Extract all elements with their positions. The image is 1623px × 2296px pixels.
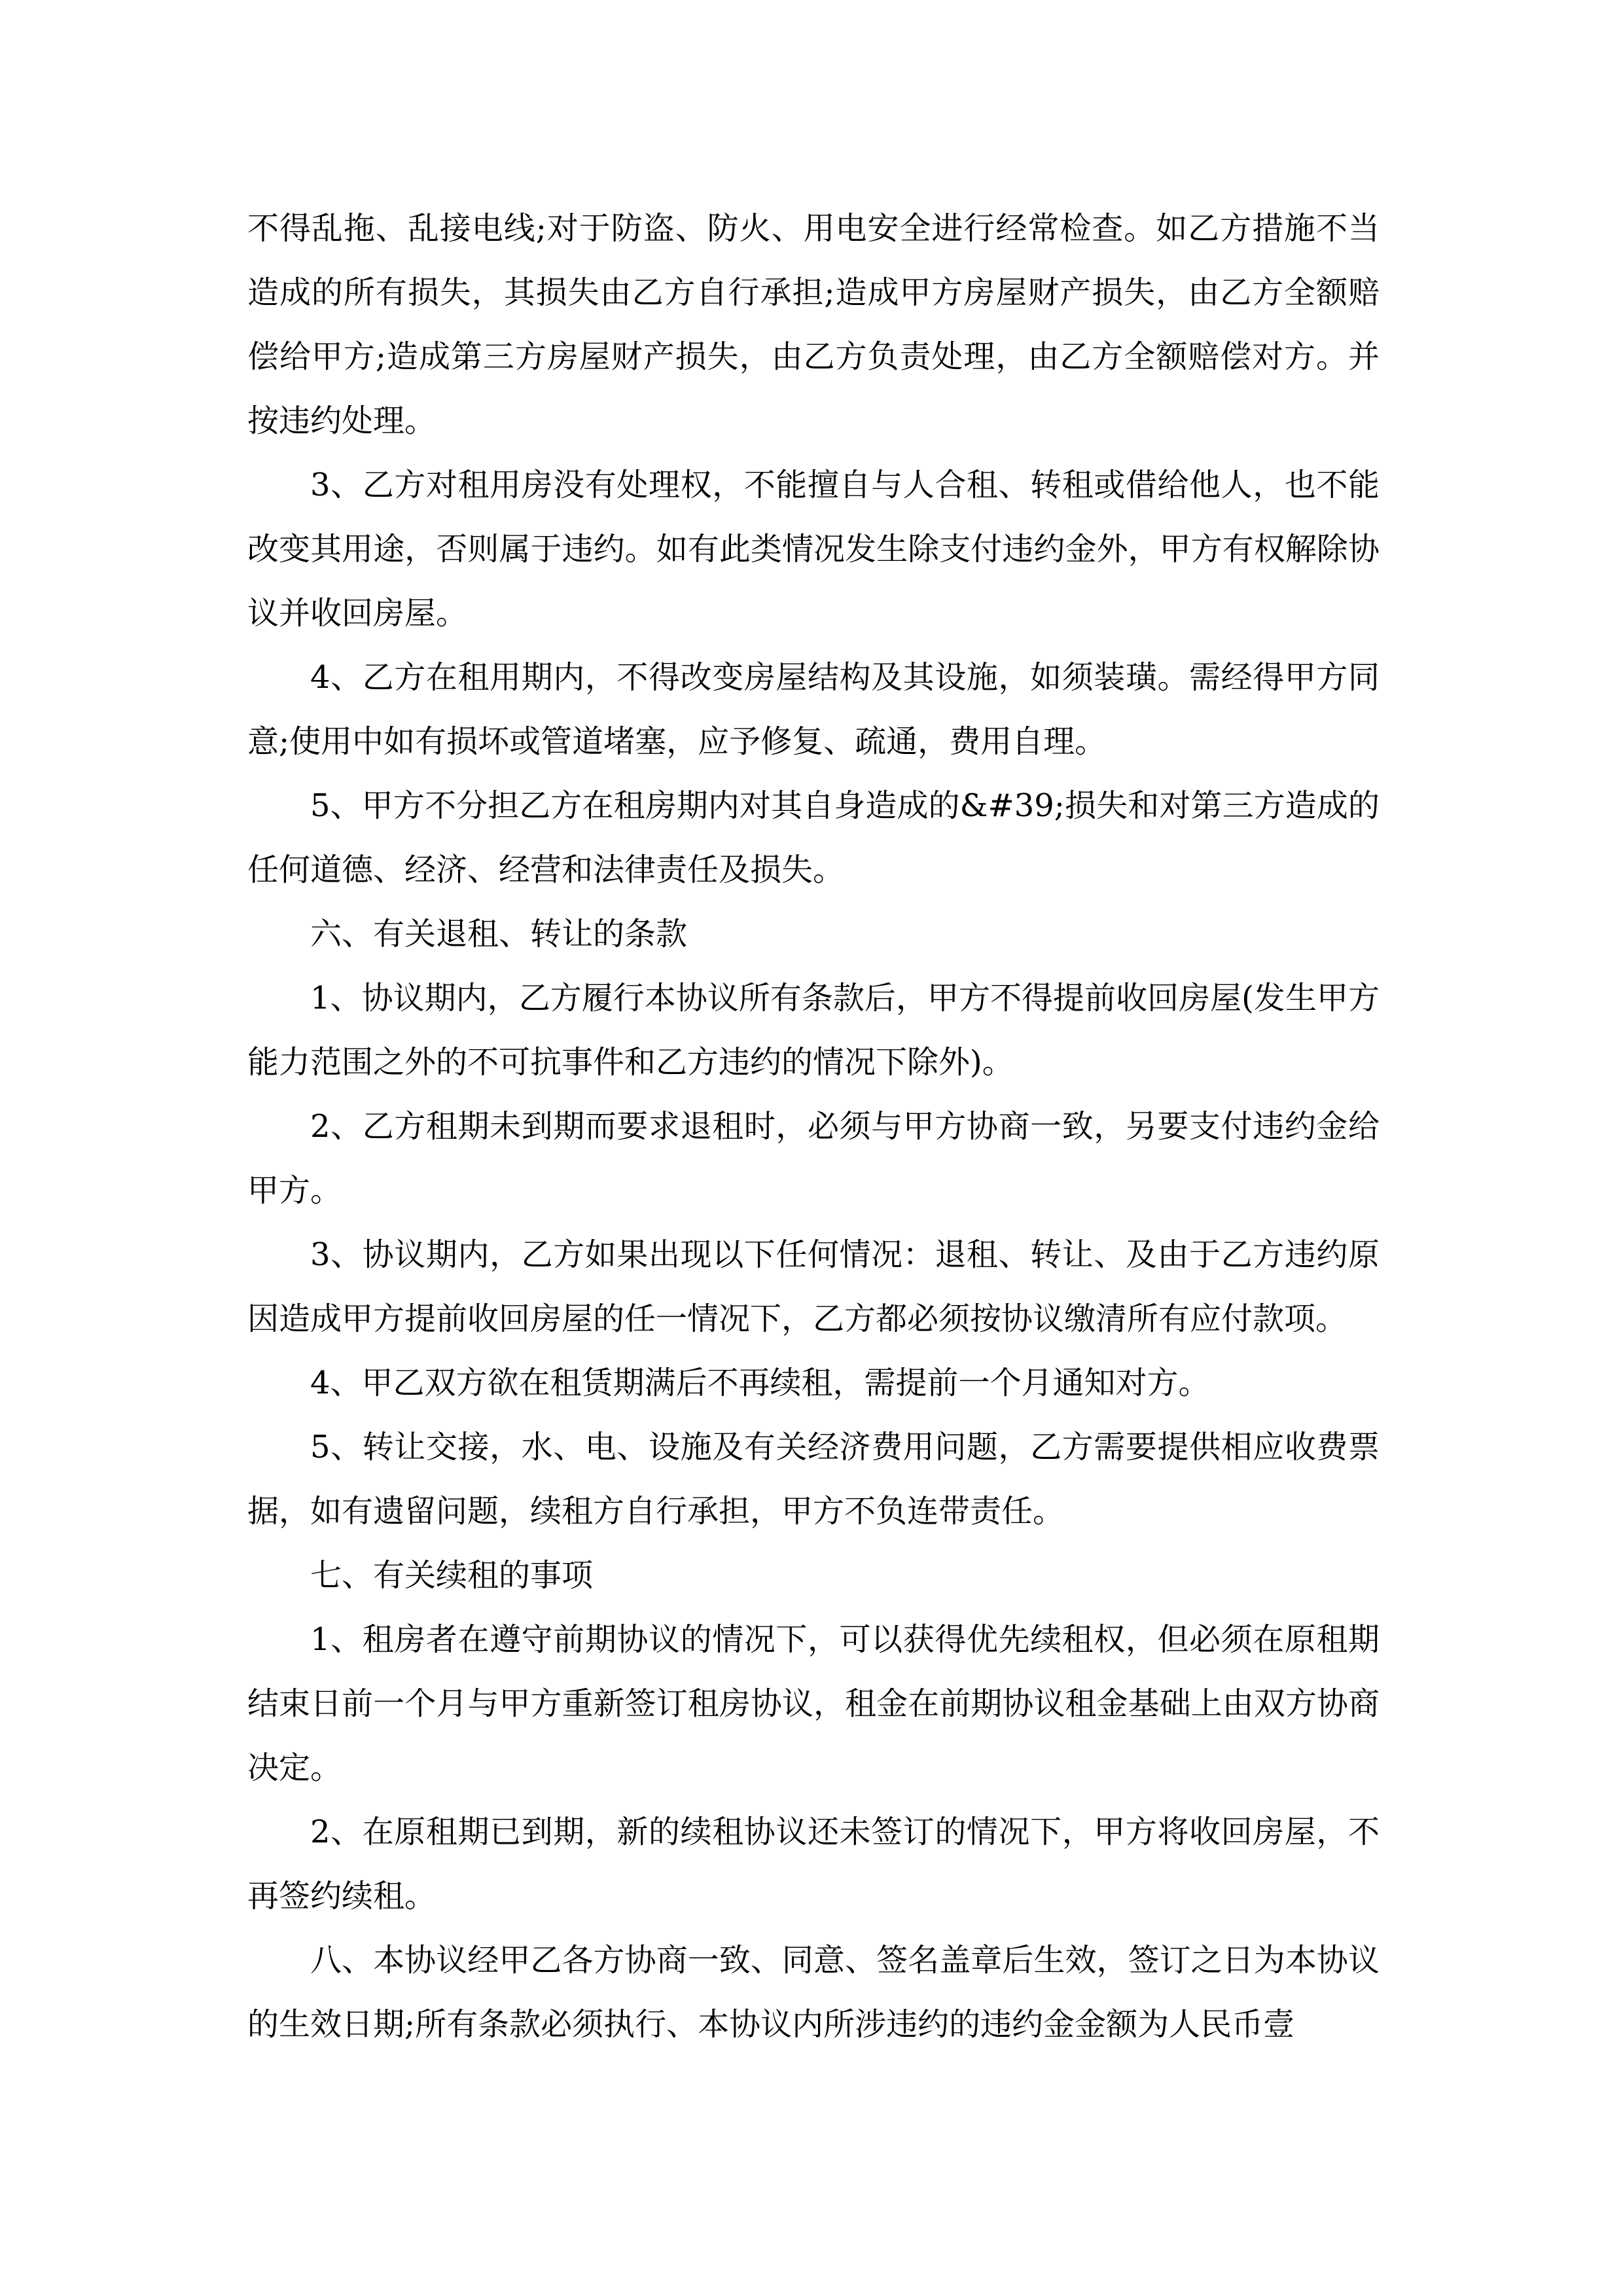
paragraph-section7-clause-1: 1、租房者在遵守前期协议的情况下，可以获得优先续租权，但必须在原租期结束日前一个月与甲方重新签订租房协议，租金在前期协议租金基础上由双方协商决定。 xyxy=(247,1621,1380,1786)
section-heading-6: 六、有关退租、转让的条款 xyxy=(310,916,688,952)
paragraph-section6-clause-3: 3、协议期内，乙方如果出现以下任何情况：退租、转让、及由于乙方违约原因造成甲方提前收回房屋的任一情况下，乙方都必须按协议缴清所有应付款项。 xyxy=(247,1236,1380,1337)
document-body xyxy=(247,196,1380,2056)
paragraph-clause-3: 3、乙方对租用房没有处理权，不能擅自与人合租、转租或借给他人，也不能改变其用途，否则属于违约。如有此类情况发生除支付违约金外，甲方有权解除协议并收回房屋。 xyxy=(247,467,1380,632)
paragraph-clause-5: 5、甲方不分担乙方在租房期内对其自身造成的&#39;损失和对第三方造成的任何道德、经济、经营和法律责任及损失。 xyxy=(247,787,1380,888)
paragraph-continuation: 不得乱拖、乱接电线;对于防盗、防火、用电安全进行经常检查。如乙方措施不当造成的所有损失，其损失由乙方自行承担;造成甲方房屋财产损失，由乙方全额赔偿给甲方;造成第三方房屋财产损失，由乙方负责处理，由乙方全额赔偿对方。并按违约处理。 xyxy=(247,210,1380,439)
paragraph-section6-clause-4: 4、甲乙双方欲在租赁期满后不再续租，需提前一个月通知对方。 xyxy=(310,1365,1210,1401)
paragraph-section6-clause-5: 5、转让交接，水、电、设施及有关经济费用问题，乙方需要提供相应收费票据，如有遗留问题，续租方自行承担，甲方不负连带责任。 xyxy=(247,1429,1380,1530)
section-heading-8: 八、本协议经甲乙各方协商一致、同意、签名盖章后生效，签订之日为本协议的生效日期;所有条款必须执行、本协议内所涉违约的违约金金额为人民币壹 xyxy=(247,1942,1380,2043)
paragraph-clause-4: 4、乙方在租用期内，不得改变房屋结构及其设施，如须装璜。需经得甲方同意;使用中如有损坏或管道堵塞，应予修复、疏通，费用自理。 xyxy=(247,659,1380,760)
paragraph-section7-clause-2: 2、在原租期已到期，新的续租协议还未签订的情况下，甲方将收回房屋，不再签约续租。 xyxy=(247,1814,1380,1914)
section-heading-7: 七、有关续租的事项 xyxy=(310,1557,594,1594)
paragraph-section6-clause-1: 1、协议期内，乙方履行本协议所有条款后，甲方不得提前收回房屋(发生甲方能力范围之外的不可抗事件和乙方违约的情况下除外)。 xyxy=(247,980,1380,1081)
paragraph-section6-clause-2: 2、乙方租期未到期而要求退租时，必须与甲方协商一致，另要支付违约金给甲方。 xyxy=(247,1108,1380,1209)
